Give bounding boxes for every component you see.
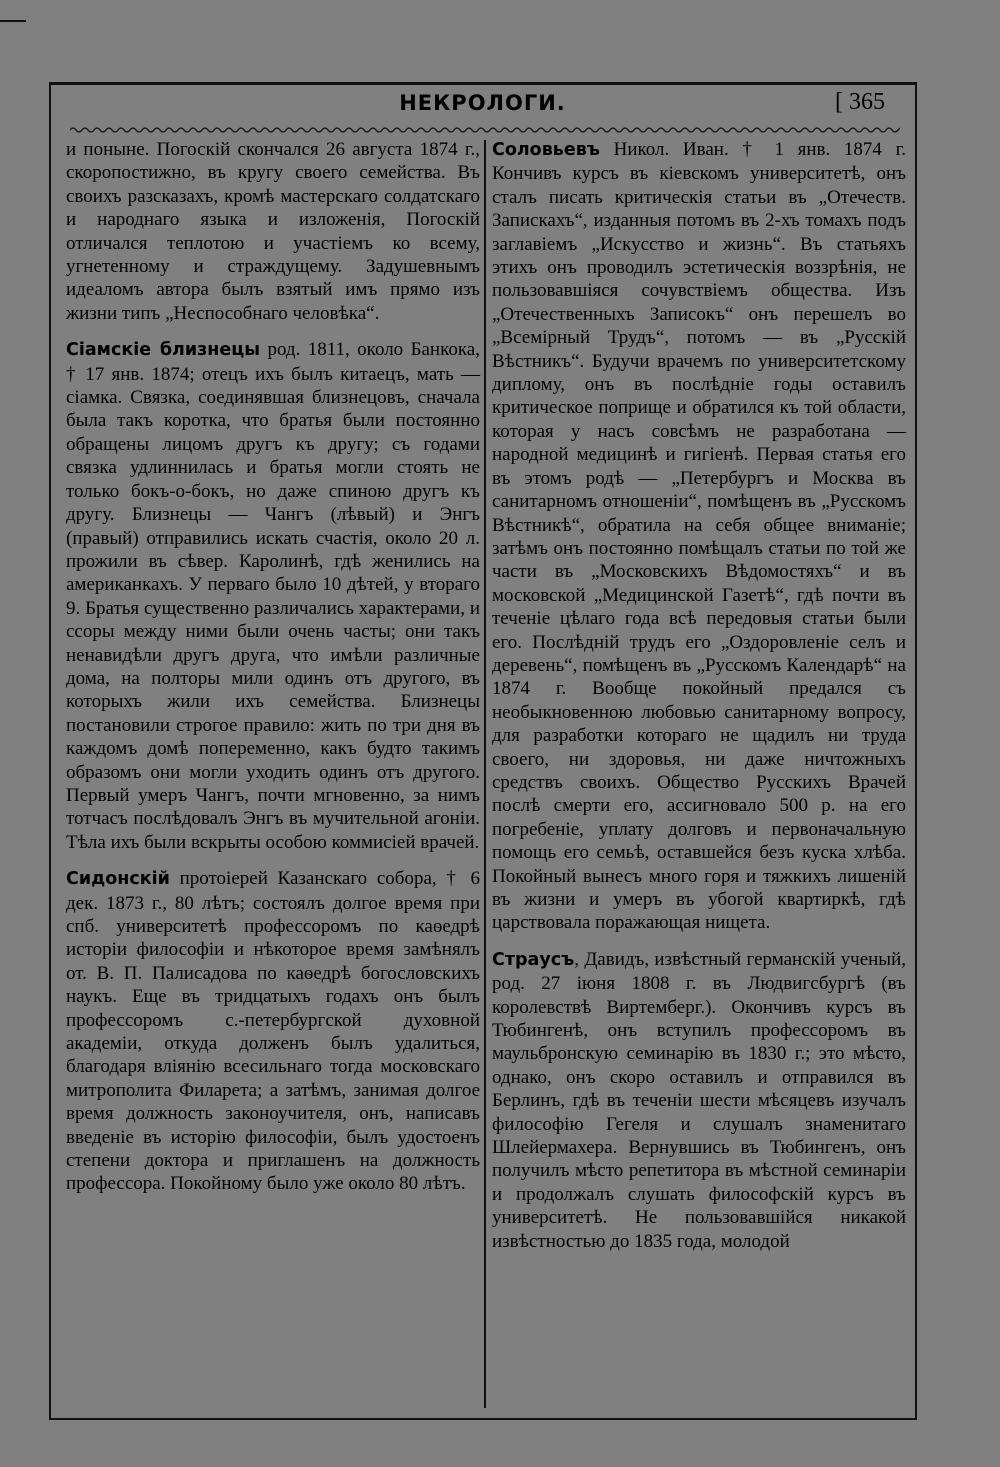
page-number: [ 365 <box>835 89 885 115</box>
entry-name: Соловьевъ <box>492 140 600 160</box>
entry-name: Страусъ <box>492 949 575 970</box>
entry-text: Никол. Иван. † 1 янв. 1874 г. Кончивъ курсъ въ кіевскомъ университетѣ, онъ сталъ писать критическія статьи въ „Отечеств. Запискахъ“, изданныя потомъ въ 2-хъ томахъ подъ заглавіемъ „Искусство и жизнь“. Въ статьяхъ этихъ онъ проводилъ эстетическія воззрѣнія, не пользовавшіяся сочувствіемъ общества. Изъ „Отечественныхъ Записокъ“ онъ перешелъ во „Всемірный Трудъ“, потомъ — въ „Русскій Вѣстникъ“. Будучи врачемъ по университетскому диплому, онъ въ послѣдніе годы оставилъ критическое поприще и обратился къ той области, которая у насъ совсѣмъ не разработана — народной медицинѣ и гигіенѣ. Первая статья его въ этомъ родѣ — „Петербургъ и Москва въ санитарномъ отношеніи“, помѣщенъ въ „Русскомъ Вѣстникѣ“, обратила на себя общее вниманіе; затѣмъ онъ постоянно помѣщалъ статьи по той же части въ „Московскихъ Вѣдомостяхъ“ и въ московской „Медицинской Газетѣ“, гдѣ почти въ теченіе цѣлаго года всѣ передовыя статьи были его. Послѣдній трудъ его „Оздоровленіе селъ и деревень“, помѣщенъ въ „Русскомъ Календарѣ“ на 1874 г. Вообще покойный предался съ необыкновенною любовью санитарному вопросу, для разработки котораго не щадилъ ни труда своего, ни здоровья, ни даже ничтожныхъ средствъ своихъ. Общество Русскихъ Врачей послѣ смерти его, ассигновало 500 р. на его погребеніе, уплату долговъ и первоначальную помощь его семьѣ, оставшейся безъ куска хлѣба. Покойный вынесъ много горя и тяжкихъ лишеній въ жизни и умеръ въ убогой квартиркѣ, гдѣ царствовала поражающая нищета. <box>492 139 906 934</box>
entry-name: Сіамскіе близнецы <box>66 340 261 361</box>
entry-continuation <box>66 138 480 325</box>
entry-name: Сидонскій <box>66 869 170 890</box>
continuation-text: и поныне. Погоскій скончался 26 августа 1874 г., скоропостижно, въ кругу своего семейства. Въ своихъ разсказахъ, кромѣ мастерскаго солдатскаго и народнаго языка и изложенія, Погоскій отличался теплотою и участіемъ ко всему, угнетенному и страждущему. Задушевнымъ идеаломъ автора былъ взятый имъ прямо изъ жизни типъ „Неспособнаго человѣка“. <box>66 139 480 324</box>
page-header <box>60 91 905 123</box>
wavy-divider <box>70 125 900 135</box>
corner-mark <box>0 20 26 22</box>
entry-sidonsky <box>66 867 480 1196</box>
entry-text: протоіерей Казанскаго собора, † 6 дек. 1873 г., 80 лѣтъ; состоялъ долгое время при спб. университетѣ профессоромъ по каѳедрѣ исторіи философіи и нѣкоторое время замѣнялъ от. В. П. Палисадова по каѳедрѣ богословскихъ наукъ. Еще въ тридцатыхъ годахъ онъ былъ профессоромъ с.-петербургской духовной академіи, откуда долженъ былъ удалиться, благодаря вліянію всесильнаго тогда московскаго митрополита Филарета; а затѣмъ, занимая долгое время должность законоучителя, онъ, написавъ введеніе въ исторію философіи, былъ удостоенъ степени доктора и приглашенъ на должность профессора. Покойному было уже около 80 лѣтъ. <box>66 868 480 1195</box>
entry-text: род. 1811, около Банкока, † 17 янв. 1874; отецъ ихъ былъ китаецъ, мать — сіамка. Связка, соединявшая близнецовъ, сначала была такъ коротка, что братья были постоянно обращены лицомъ другъ къ другу; съ годами связка удлиннилась и братья могли стоять не только бокъ-о-бокъ, но даже спиною другъ къ другу. Близнецы — Чангъ (лѣвый) и Энгъ (правый) отправились искать счастія, около 20 л. прожили въ сѣвер. Каролинѣ, гдѣ женились на американкахъ. У перваго было 10 дѣтей, у втораго 9. Братья существенно различались характерами, и ссоры между ними были очень часты; они такъ ненавидѣли другъ друга, что имѣли различные дома, на полторы мили одинъ отъ другого, въ которыхъ жили ихъ семейства. Близнецы постановили строгое правило: жить по три дня въ каждомъ домѣ попеременно, какъ будто такимъ образомъ они могли уходить одинъ отъ другого. Первый умеръ Чангъ, почти мгновенно, за нимъ тотчасъ послѣдовалъ Энгъ въ мучительной агоніи. Тѣла ихъ были вскрыты особою коммисіей врачей. <box>66 339 480 853</box>
right-column <box>492 138 906 1253</box>
column-rule <box>484 140 486 1408</box>
entry-strauss <box>492 948 906 1253</box>
entry-siamese-twins <box>66 338 480 854</box>
left-column <box>66 138 480 1196</box>
running-head: НЕКРОЛОГИ. <box>399 91 566 115</box>
entry-soloviev <box>492 138 906 935</box>
entry-text: , Давидъ, извѣстный германскій ученый, род. 27 іюня 1808 г. въ Людвигсбургѣ (въ королевствѣ Виртемберг.). Окончивъ курсъ въ Тюбингенѣ, онъ вступилъ профессоромъ въ маульбронскую семинарію въ 1830 г.; это мѣсто, однако, онъ скоро оставилъ и отправился въ Берлинъ, гдѣ въ теченіи шести мѣсяцевъ изучалъ философію Гегеля и слушалъ знаменитаго Шлейермахера. Вернувшись въ Тюбингенъ, онъ получилъ мѣсто репетитора въ мѣстной семинаріи и продолжалъ слушать философскій курсъ въ университетѣ. Не пользовавшійся никакой извѣстностью до 1835 года, молодой <box>492 948 906 1252</box>
